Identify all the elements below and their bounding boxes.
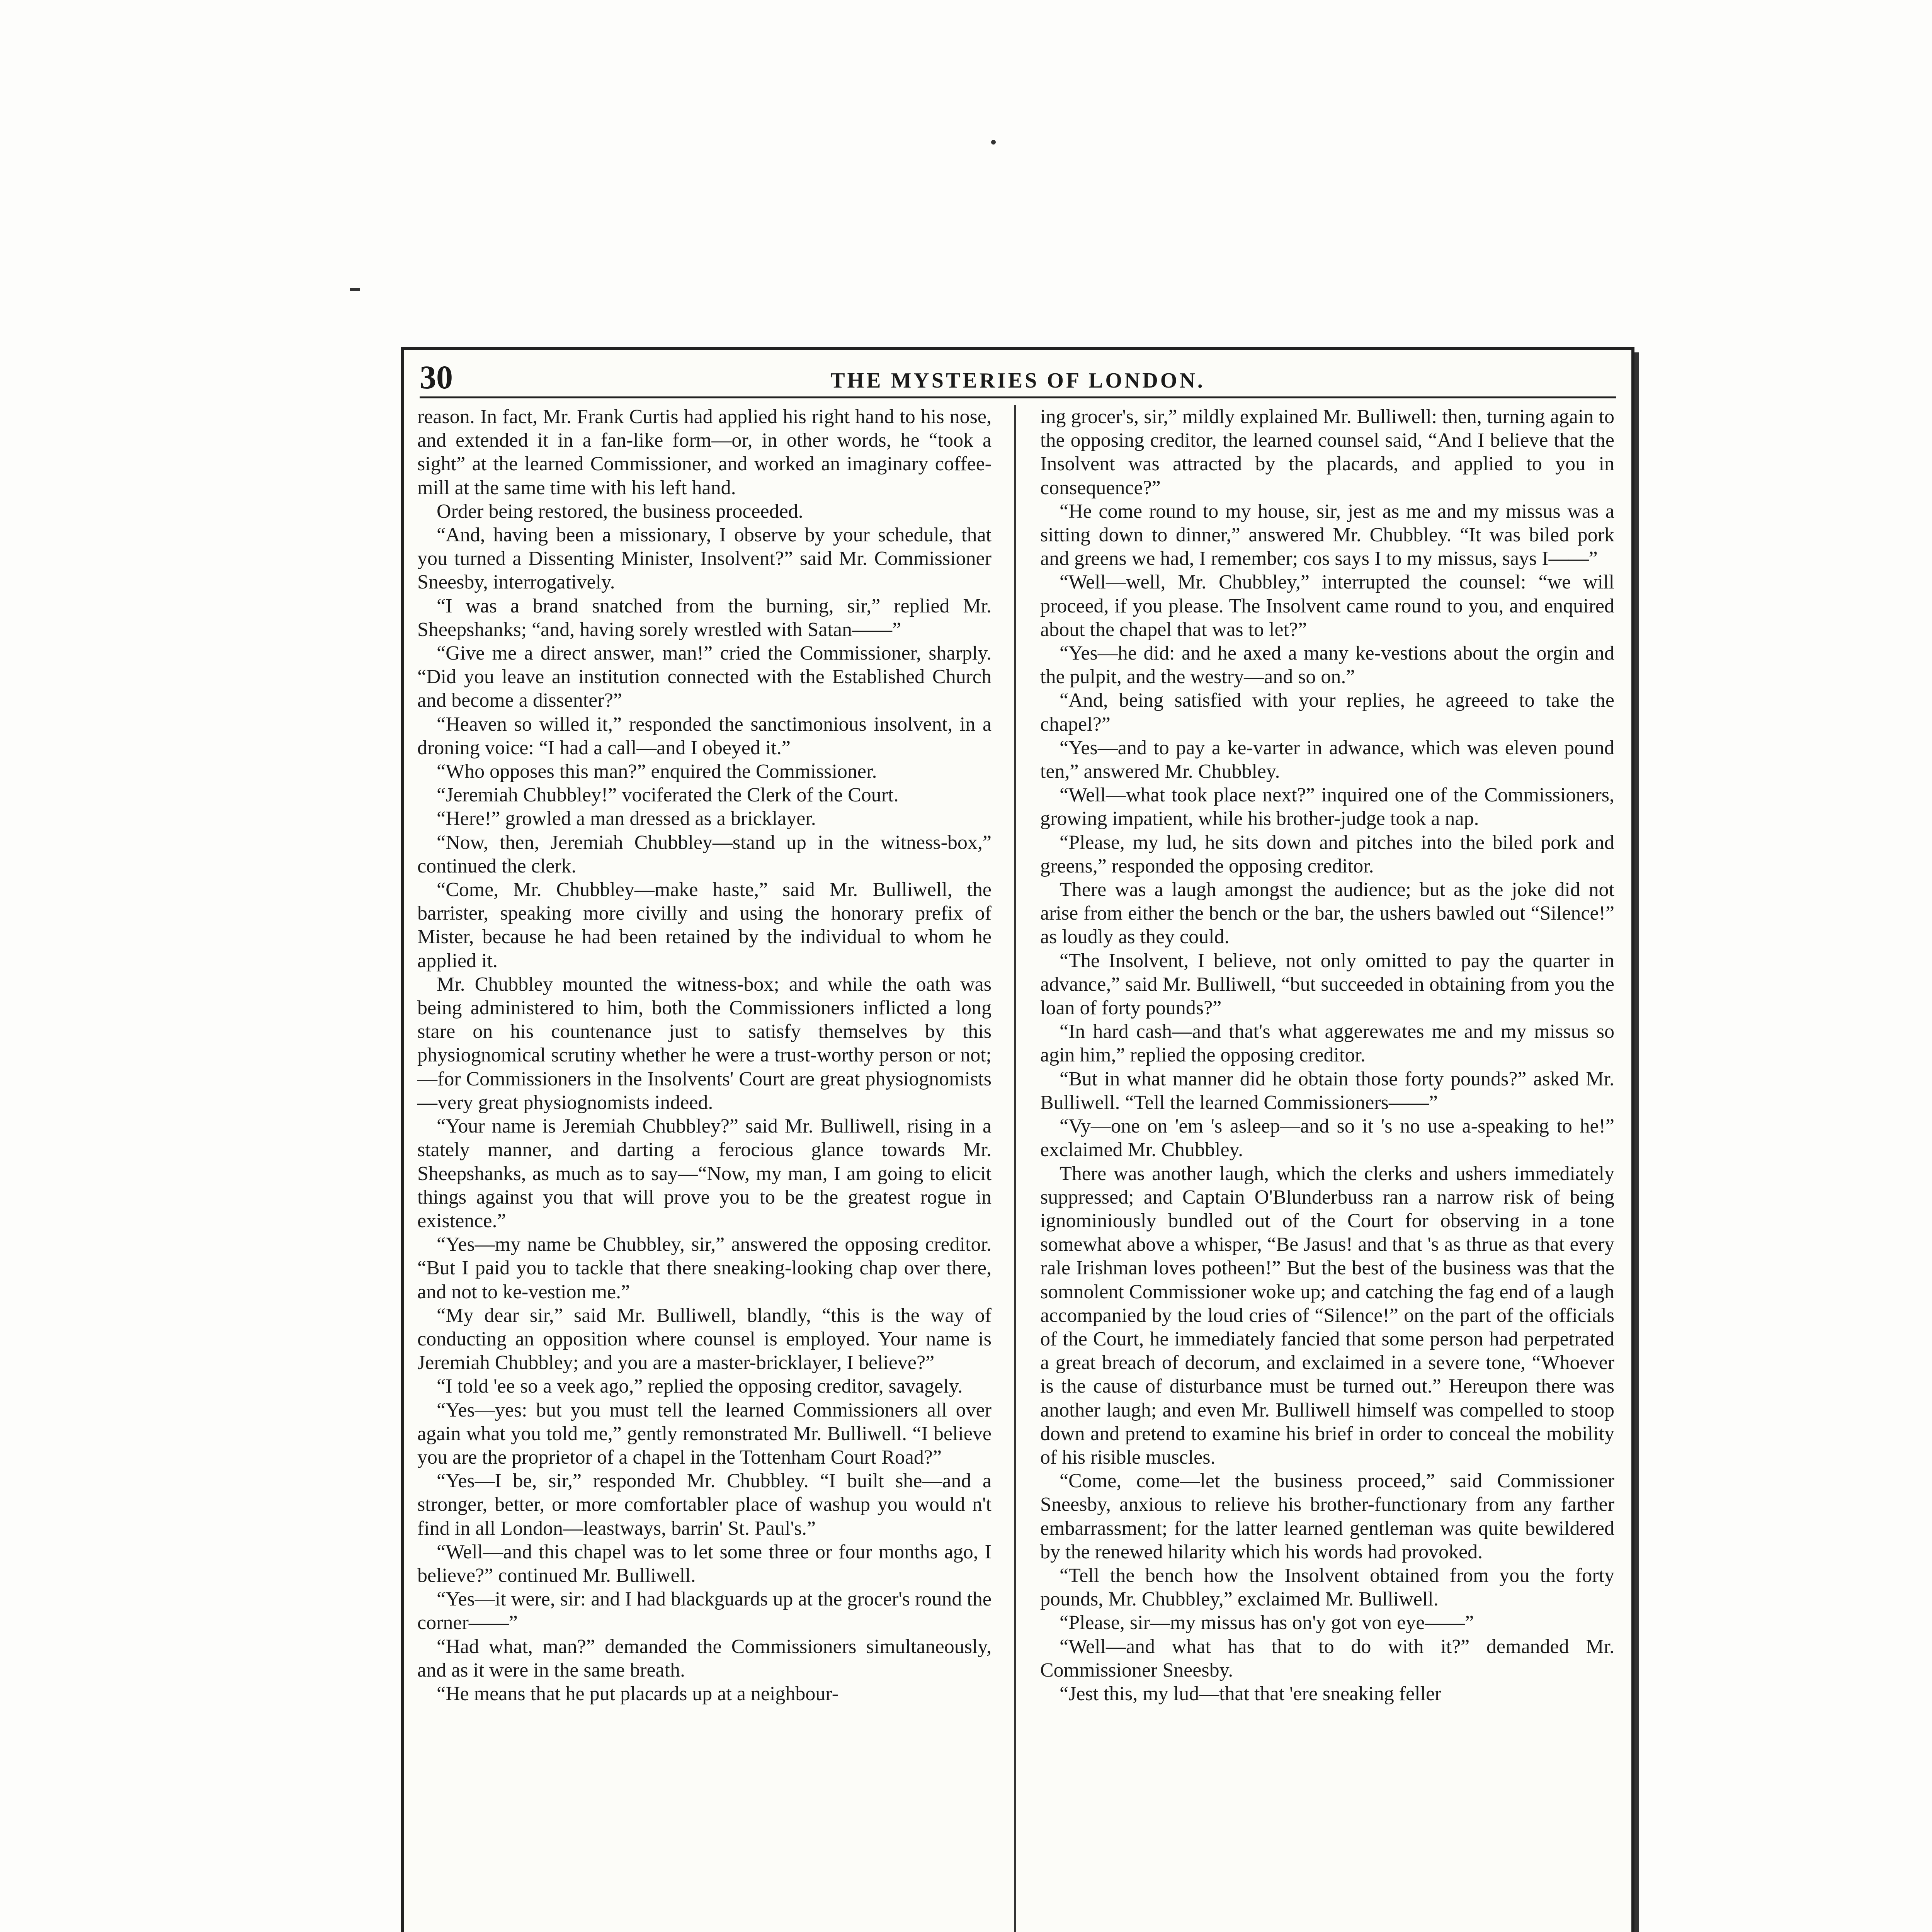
paragraph: “Had what, man?” demanded the Commissioners simultaneously, and as it were in the same breath. bbox=[417, 1635, 992, 1681]
paragraph: “Yes—my name be Chubbley, sir,” answered the opposing creditor. “But I paid you to tackle that there sneaking-looking chap over there, and not to ke-vestion me.” bbox=[417, 1233, 992, 1303]
paragraph: “Well—what took place next?” inquired one of the Commissioners, growing impatient, while his brother-judge took a nap. bbox=[1040, 784, 1614, 830]
running-title: THE MYSTERIES OF LONDON. bbox=[830, 369, 1205, 393]
paragraph: “Yes—I be, sir,” responded Mr. Chubbley. “I built she—and a stronger, better, or more comfortabler place of washup you would n't find in all London—leastways, barrin' St. Paul's.” bbox=[417, 1470, 992, 1539]
paragraph: “I told 'ee so a veek ago,” replied the opposing creditor, savagely. bbox=[437, 1375, 963, 1398]
paragraph: “Tell the bench how the Insolvent obtained from you the forty pounds, Mr. Chubbley,” exclaimed Mr. Bulliwell. bbox=[1040, 1564, 1614, 1611]
paragraph: ing grocer's, sir,” mildly explained Mr. Bulliwell: then, turning again to the opposing creditor, the learned counsel said, “And I believe that the Insolvent was attracted by the placards, and applied to you in consequence?” bbox=[1040, 406, 1614, 499]
paragraph: “Yes—it were, sir: and I had blackguards up at the grocer's round the corner——” bbox=[417, 1588, 992, 1634]
paragraph: “And, being satisfied with your replies, he agreeed to take the chapel?” bbox=[1040, 689, 1614, 735]
ink-speck-top bbox=[991, 140, 996, 145]
paragraph: “Well—well, Mr. Chubbley,” interrupted the counsel: “we will proceed, if you please. The Insolvent came round to you, and enquired about the chapel that was to let?” bbox=[1040, 571, 1614, 641]
text-column-left bbox=[417, 405, 992, 1932]
paragraph: “Please, my lud, he sits down and pitches into the biled pork and greens,” responded the opposing creditor. bbox=[1040, 831, 1614, 877]
paragraph: “The Insolvent, I believe, not only omitted to pay the quarter in advance,” said Mr. Bulliwell, “but succeeded in obtaining from you the loan of forty pounds?” bbox=[1040, 949, 1614, 1019]
paragraph: “Yes—and to pay a ke-varter in adwance, which was eleven pound ten,” answered Mr. Chubbley. bbox=[1040, 736, 1614, 783]
paragraph: “Yes—he did: and he axed a many ke-vestions about the orgin and the pulpit, and the westry—and so on.” bbox=[1040, 642, 1614, 688]
paragraph: “And, having been a missionary, I observe by your schedule, that you turned a Dissenting Minister, Insolvent?” said Mr. Commissioner Sneesby, interrogatively. bbox=[417, 524, 992, 594]
paragraph: There was another laugh, which the clerks and ushers immediately suppressed; and Captain O'Blunderbuss ran a narrow risk of being ignominiously bundled out of the Court for observing in a tone somewhat above a whisper, “Be Jasus! and that 's as thrue as that every rale Irishman loves potheen!” But the best of the business was that the somnolent Commissioner woke up; and catching the fag end of a laugh accompanied by the loud cries of “Silence!” on the part of the officials of the Court, he immediately fancied that some person had perpetrated a great breach of decorum, and exclaimed in a severe tone, “Whoever is the cause of disturbance must be turned out.” Hereupon there was another laugh; and even Mr. Bulliwell himself was compelled to stoop down and pretend to examine his brief in order to conceal the mobility of his risible muscles. bbox=[1040, 1162, 1614, 1468]
paragraph: “He come round to my house, sir, jest as me and my missus was a sitting down to dinner,” answered Mr. Chubbley. “It was biled pork and greens we had, I remember; cos says I to my missus, says I——” bbox=[1040, 500, 1614, 570]
paragraph: Order being restored, the business proceeded. bbox=[437, 500, 803, 522]
paragraph: “Heaven so willed it,” responded the sanctimonious insolvent, in a droning voice: “I had a call—and I obeyed it.” bbox=[417, 713, 992, 759]
text-column-right bbox=[1040, 405, 1614, 1932]
page-number: 30 bbox=[420, 359, 453, 396]
page-header bbox=[420, 361, 1616, 398]
paragraph: “Yes—yes: but you must tell the learned Commissioners all over again what you told me,” gently remonstrated Mr. Bulliwell. “I believe you are the proprietor of a chapel in the Tottenham Court Road?” bbox=[417, 1399, 992, 1468]
paragraph: “Please, sir—my missus has on'y got von eye——” bbox=[1060, 1612, 1474, 1634]
paragraph: “I was a brand snatched from the burning, sir,” replied Mr. Sheepshanks; “and, having sorely wrestled with Satan——” bbox=[417, 595, 992, 641]
paragraph: “In hard cash—and that's what aggerewates me and my missus so agin him,” replied the opposing creditor. bbox=[1040, 1020, 1614, 1066]
ink-speck-left bbox=[350, 288, 360, 291]
paragraph: “Now, then, Jeremiah Chubbley—stand up in the witness-box,” continued the clerk. bbox=[417, 831, 992, 877]
paragraph: “My dear sir,” said Mr. Bulliwell, blandly, “this is the way of conducting an opposition where counsel is employed. Your name is Jeremiah Chubbley; and you are a master-bricklayer, I believe?” bbox=[417, 1304, 992, 1374]
paragraph: “Well—and this chapel was to let some three or four months ago, I believe?” continued Mr. Bulliwell. bbox=[417, 1541, 992, 1587]
book-page bbox=[401, 347, 1634, 1932]
paragraph: There was a laugh amongst the audience; but as the joke did not arise from either the bench or the bar, the ushers bawled out “Silence!” as loudly as they could. bbox=[1040, 879, 1614, 948]
paragraph: “Here!” growled a man dressed as a bricklayer. bbox=[437, 808, 816, 830]
paragraph: “Come, Mr. Chubbley—make haste,” said Mr. Bulliwell, the barrister, speaking more civilly and using the honorary prefix of Mister, because he had been retained by the individual to whom he applied it. bbox=[417, 879, 992, 972]
paragraph: “He means that he put placards up at a neighbour- bbox=[437, 1682, 839, 1705]
paragraph: “Who opposes this man?” enquired the Commissioner. bbox=[437, 760, 877, 783]
paragraph: “Your name is Jeremiah Chubbley?” said Mr. Bulliwell, rising in a stately manner, and darting a ferocious glance towards Mr. Sheepshanks, as much as to say—“Now, my man, I am going to elicit things against you that will prove you to be the greatest rogue in existence.” bbox=[417, 1115, 992, 1232]
paragraph: “Give me a direct answer, man!” cried the Commissioner, sharply. “Did you leave an institution connected with the Established Church and become a dissenter?” bbox=[417, 642, 992, 712]
paragraph: “Well—and what has that to do with it?” demanded Mr. Commissioner Sneesby. bbox=[1040, 1635, 1614, 1681]
column-divider bbox=[1014, 405, 1016, 1932]
paragraph: “Come, come—let the business proceed,” said Commissioner Sneesby, anxious to relieve his brother-functionary from any farther embarrassment; for the latter learned gentleman was quite bewildered by the renewed hilarity which his words had provoked. bbox=[1040, 1470, 1614, 1563]
paragraph: “Jest this, my lud—that that 'ere sneaking feller bbox=[1060, 1682, 1442, 1705]
paragraph: “But in what manner did he obtain those forty pounds?” asked Mr. Bulliwell. “Tell the learned Commissioners——” bbox=[1040, 1068, 1614, 1114]
paragraph: Mr. Chubbley mounted the witness-box; and while the oath was being administered to him, both the Commissioners inflicted a long stare on his countenance just to satisfy themselves by this physiognomical scrutiny whether he were a trust-worthy person or not;—for Commissioners in the Insolvents' Court are great physiognomists—very great physiognomists indeed. bbox=[417, 973, 992, 1114]
paragraph: “Jeremiah Chubbley!” vociferated the Clerk of the Court. bbox=[437, 784, 899, 806]
paragraph: “Vy—one on 'em 's asleep—and so it 's no use a-speaking to he!” exclaimed Mr. Chubbley. bbox=[1040, 1115, 1614, 1161]
paragraph: reason. In fact, Mr. Frank Curtis had applied his right hand to his nose, and extended it in a fan-like form—or, in other words, he “took a sight” at the learned Commissioner, and worked an imaginary coffee-mill at the same time with his left hand. bbox=[417, 406, 992, 499]
